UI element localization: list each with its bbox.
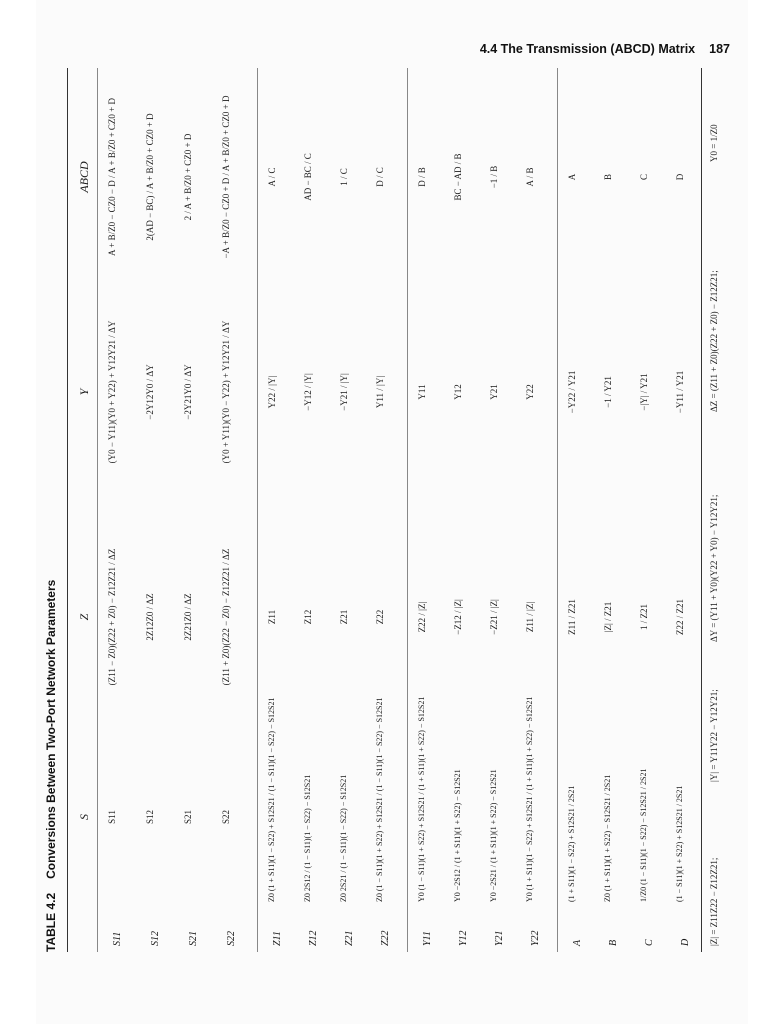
table-cell-s: Z0 (1 + S11)(1 + S22) − S12S21 / 2S21 bbox=[603, 774, 612, 902]
col-head-z: Z bbox=[77, 613, 91, 621]
table-cell-s: Y0 −2S21 / (1 + S11)(1 + S22) − S12S21 bbox=[489, 769, 498, 902]
rule-group-3 bbox=[557, 68, 558, 952]
table-cell-abcd: D / B bbox=[417, 167, 427, 187]
table-cell-z: (Z11 + Z0)(Z22 − Z0) − Z12Z21 / ΔZ bbox=[221, 548, 231, 686]
row-label: Y11 bbox=[422, 931, 433, 946]
table-cell-s: Z0 (1 − S11)(1 + S22) + S12S21 / (1 − S11)(1 − S22) − S12S21 bbox=[375, 697, 384, 902]
rule-group-1 bbox=[257, 68, 258, 952]
table-cell-s: S22 bbox=[221, 810, 231, 825]
row-label: D bbox=[680, 938, 691, 946]
table-cell-abcd: 2(AD − BC) / A + B/Z0 + CZ0 + D bbox=[145, 113, 155, 241]
table-cell-abcd: 2 / A + B/Z0 + CZ0 + D bbox=[183, 133, 193, 221]
row-label: C bbox=[644, 939, 655, 946]
table-cell-z: 1 / Z21 bbox=[639, 604, 649, 630]
table-cell-y: −2Y12Y0 / ΔY bbox=[145, 364, 155, 420]
table-cell-abcd: AD − BC / C bbox=[303, 153, 313, 201]
footnote-delta-z: ΔZ = (Z11 + Z0)(Z22 + Z0) − Z12Z21; bbox=[709, 270, 719, 412]
table-cell-y: −Y22 / Y21 bbox=[567, 370, 577, 414]
col-head-abcd: ABCD bbox=[77, 161, 91, 193]
footnote-det-y: |Y| = Y11Y22 − Y12Y21; bbox=[709, 689, 719, 782]
table-cell-y: Y11 bbox=[417, 384, 427, 400]
table-cell-abcd: BC − AD / B bbox=[453, 153, 463, 201]
table-cell-s: Y0 (1 + S11)(1 − S22) + S12S21 / (1 + S11)(1 + S22) − S12S21 bbox=[525, 696, 534, 902]
table-cell-abcd: A / B bbox=[525, 167, 535, 187]
table-cell-z: (Z11 − Z0)(Z22 + Z0) − Z12Z21 / ΔZ bbox=[107, 548, 117, 686]
footnote-y0: Y0 = 1/Z0 bbox=[709, 124, 719, 162]
table-cell-abcd: D bbox=[675, 173, 685, 181]
table-cell-z: |Z| / Z21 bbox=[603, 601, 613, 633]
table-cell-y: −Y21 / |Y| bbox=[339, 373, 349, 411]
table-cell-z: Z11 / Z21 bbox=[567, 599, 577, 635]
footnote-det-z: |Z| = Z11Z22 − Z12Z21; bbox=[709, 857, 719, 946]
table-label: TABLE 4.2 bbox=[44, 892, 58, 952]
table-cell-s: S12 bbox=[145, 810, 155, 825]
table-cell-abcd: B bbox=[603, 174, 613, 181]
page-number: 187 bbox=[709, 42, 730, 56]
table-cell-s: Y0 (1 − S11)(1 + S22) + S12S21 / (1 + S11)(1 + S22) − S12S21 bbox=[417, 696, 426, 902]
row-label: Y22 bbox=[530, 930, 541, 946]
table-cell-s: (1 − S11)(1 + S22) + S12S21 / 2S21 bbox=[675, 785, 684, 902]
table-cell-abcd: A + B/Z0 − CZ0 − D / A + B/Z0 + CZ0 + D bbox=[107, 98, 117, 256]
table-cell-s: (1 + S11)(1 − S22) + S12S21 / 2S21 bbox=[567, 785, 576, 902]
table-cell-s: S21 bbox=[183, 810, 193, 825]
table-cell-y: −|Y| / Y21 bbox=[639, 373, 649, 411]
table-cell-z: Z22 / |Z| bbox=[417, 601, 427, 633]
table-cell-z: −Z21 / |Z| bbox=[489, 599, 499, 635]
table-cell-abcd: D / C bbox=[375, 167, 385, 187]
table-cell-z: Z12 bbox=[303, 609, 313, 625]
table-cell-y: Y12 bbox=[453, 384, 463, 400]
table-cell-y: −Y11 / Y21 bbox=[675, 370, 685, 414]
table-cell-s: Z0 2S12 / (1 − S11)(1 − S22) − S12S21 bbox=[303, 774, 312, 902]
table-cell-z: −Z12 / |Z| bbox=[453, 599, 463, 635]
rule-top bbox=[67, 68, 68, 952]
col-head-s: S bbox=[77, 814, 91, 820]
table-cell-abcd: C bbox=[639, 174, 649, 181]
table-cell-abcd: −1 / B bbox=[489, 165, 499, 189]
table-cell-s: Z0 (1 + S11)(1 − S22) + S12S21 / (1 − S11)(1 − S22) − S12S21 bbox=[267, 697, 276, 902]
row-label: A bbox=[572, 939, 583, 946]
table-cell-y: (Y0 − Y11)(Y0 + Y22) + Y12Y21 / ΔY bbox=[107, 320, 117, 464]
table-cell-s: Y0 −2S12 / (1 + S11)(1 + S22) − S12S21 bbox=[453, 769, 462, 902]
col-head-y: Y bbox=[77, 388, 91, 396]
rule-bottom bbox=[701, 68, 702, 952]
table-cell-z: Z11 / |Z| bbox=[525, 601, 535, 633]
rule-head bbox=[97, 68, 98, 952]
row-label: Z21 bbox=[344, 930, 355, 946]
table-cell-y: −1 / Y21 bbox=[603, 376, 613, 408]
table-cell-abcd: A bbox=[567, 173, 577, 181]
footnote-delta-y: ΔY = (Y11 + Y0)(Y22 + Y0) − Y12Y21; bbox=[709, 494, 719, 642]
table-cell-y: (Y0 + Y11)(Y0 − Y22) + Y12Y21 / ΔY bbox=[221, 320, 231, 464]
section-title: 4.4 The Transmission (ABCD) Matrix bbox=[479, 42, 696, 56]
rotated-table bbox=[37, 68, 737, 952]
row-label: Y21 bbox=[494, 930, 505, 946]
table-cell-z: Z11 bbox=[267, 609, 277, 625]
table-cell-z: 2Z12Z0 / ΔZ bbox=[145, 593, 155, 641]
rule-group-2 bbox=[407, 68, 408, 952]
table-cell-y: −2Y21Y0 / ΔY bbox=[183, 364, 193, 420]
table-cell-y: Y22 / |Y| bbox=[267, 375, 277, 409]
row-label: Y12 bbox=[458, 930, 469, 946]
table-cell-s: Z0 2S21 / (1 − S11)(1 − S22) − S12S21 bbox=[339, 774, 348, 902]
table-cell-z: 2Z21Z0 / ΔZ bbox=[183, 593, 193, 641]
row-label: Z12 bbox=[308, 930, 319, 946]
row-label: S11 bbox=[112, 931, 123, 946]
table-cell-y: −Y12 / |Y| bbox=[303, 373, 313, 411]
table-cell-z: Z21 bbox=[339, 609, 349, 625]
table-caption bbox=[37, 580, 65, 952]
table-cell-y: Y22 bbox=[525, 384, 535, 400]
table-title: Conversions Between Two-Port Network Parameters bbox=[44, 579, 58, 879]
table-cell-s: 1/Z0 (1 − S11)(1 − S22) − S12S21 / 2S21 bbox=[639, 768, 648, 902]
row-label: S12 bbox=[150, 931, 161, 946]
table-cell-abcd: 1 / C bbox=[339, 168, 349, 186]
table-cell-s: S11 bbox=[107, 810, 117, 824]
table-cell-abcd: −A + B/Z0 − CZ0 + D / A + B/Z0 + CZ0 + D bbox=[221, 95, 231, 259]
row-label: Z22 bbox=[380, 930, 391, 946]
row-label: Z11 bbox=[272, 931, 283, 946]
row-label: S21 bbox=[188, 931, 199, 946]
table-cell-z: Z22 bbox=[375, 609, 385, 625]
running-header bbox=[400, 42, 730, 56]
table-cell-y: Y21 bbox=[489, 384, 499, 400]
row-label: S22 bbox=[226, 931, 237, 946]
row-label: B bbox=[608, 939, 619, 946]
table-cell-y: Y11 / |Y| bbox=[375, 375, 385, 409]
table-cell-abcd: A / C bbox=[267, 167, 277, 187]
table-cell-z: Z22 / Z21 bbox=[675, 599, 685, 635]
